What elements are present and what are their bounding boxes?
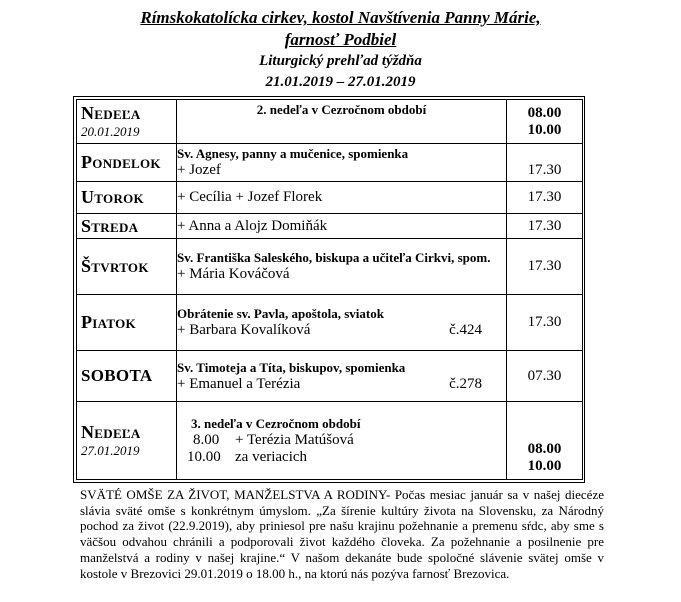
mass-intention: + Cecília + Jozef Florek (177, 189, 323, 205)
table-row (77, 402, 583, 480)
day-date: 20.01.2019 (81, 124, 140, 139)
table-row (77, 182, 583, 214)
table-row (77, 214, 583, 239)
day-cell (77, 214, 177, 239)
table-row (77, 144, 583, 182)
bulletin-title: Liturgický prehľad týždňa (259, 53, 422, 69)
time-cell (507, 239, 583, 295)
celebration-title: Sv. Timoteja a Títa, biskupov, spomienka (177, 359, 406, 375)
time-cell (507, 295, 583, 351)
mass-intention: + Jozef (177, 162, 221, 178)
day-cell (77, 295, 177, 351)
day-cell (77, 182, 177, 214)
intention-number: č.424 (449, 322, 482, 338)
celebration-cell (177, 214, 507, 239)
celebration-cell (177, 144, 507, 182)
celebration-cell (177, 351, 507, 402)
schedule-table (76, 99, 583, 480)
mass-time: 08.00 (527, 104, 562, 121)
date-range: 21.01.2019 – 27.01.2019 (265, 74, 416, 90)
table-row (77, 351, 583, 402)
celebration-cell (177, 402, 507, 480)
celebration-title: Sv. Agnesy, panny a mučenice, spomienka (177, 146, 409, 161)
celebration-cell (177, 182, 507, 214)
day-cell (77, 402, 177, 480)
mass-time: 17.30 (527, 314, 562, 330)
mass-time: 08.00 (527, 441, 562, 457)
day-name: Piatok (81, 312, 136, 332)
mass-time: 10.00 (527, 121, 562, 138)
day-name: Nedeľa (81, 422, 141, 442)
notice-paragraph: SVÄTÉ OMŠE ZA ŽIVOT, MANŽELSTVA A RODINY- Počas mesiac január sa v našej diecéze slávia sväté omše s konkrétnym úmyslom. „Za šírenie kultúry života na Slovensku, za Národný pochod za život (22.9.2019), aby priniesol pre našu krajinu požehnanie a premenu sŕdc, aby sme s väčšou odvahou chránili a podporovali život každého človeka. Za požehnanie a posilnenie pre manželstvá a rodiny v našej krajine.“ V našom dekanáte bude spoločné slávenie svätej omše v kostole v Brezovici 29.01.2019 o 18.00 h., na ktorú nás pozýva farnosť Brezovica. (80, 487, 604, 581)
celebration-title: Sv. Františka Saleského, biskupa a učiteľa Cirkvi, spom. (177, 250, 491, 265)
time-cell (507, 402, 583, 480)
mass-time: 8.00 (193, 431, 220, 448)
mass-intention: za veriacich (235, 448, 308, 465)
day-cell (77, 144, 177, 182)
day-name: SOBOTA (81, 366, 153, 385)
mass-intention: + Barbara Kovalíková (177, 322, 311, 338)
celebration-title: 3. nedeľa v Cezročnom období (191, 415, 361, 431)
mass-time: 07.30 (527, 367, 562, 384)
time-cell (507, 100, 583, 144)
mass-time: 10.00 (527, 458, 562, 474)
parish-title: Rímskokatolícka cirkev, kostol Navštívenia Panny Márie, (140, 8, 541, 27)
time-cell (507, 182, 583, 214)
parish-subtitle: farnosť Podbiel (284, 30, 397, 49)
table-row (77, 100, 583, 144)
time-cell (507, 144, 583, 182)
celebration-title: Obrátenie sv. Pavla, apoštola, sviatok (177, 306, 384, 321)
table-row (77, 295, 583, 351)
mass-time: 17.30 (527, 217, 562, 234)
mass-intention: + Anna a Alojz Domiňák (177, 217, 328, 234)
time-cell (507, 214, 583, 239)
mass-time: 17.30 (527, 189, 562, 205)
day-name: Streda (81, 215, 139, 236)
mass-time: 17.30 (527, 162, 562, 178)
time-cell (507, 351, 583, 402)
day-name: Pondelok (81, 152, 161, 172)
celebration-title: 2. nedeľa v Cezročnom období (256, 102, 427, 117)
table-row (77, 239, 583, 295)
day-cell (77, 100, 177, 144)
day-name: Nedeľa (81, 103, 141, 123)
celebration-cell (177, 295, 507, 351)
mass-intention: + Emanuel a Terézia (177, 375, 301, 392)
day-name: Štvrtok (81, 256, 149, 276)
intention-number: č.278 (449, 375, 482, 392)
mass-intention: + Terézia Matúšová (235, 431, 354, 448)
mass-time: 10.00 (187, 448, 221, 465)
day-cell (77, 239, 177, 295)
celebration-cell (177, 239, 507, 295)
mass-intention: + Mária Kováčová (177, 266, 290, 282)
day-name: Utorok (81, 187, 144, 207)
celebration-cell (177, 100, 507, 144)
mass-time: 17.30 (527, 258, 562, 274)
day-cell (77, 351, 177, 402)
day-date: 27.01.2019 (81, 443, 140, 458)
